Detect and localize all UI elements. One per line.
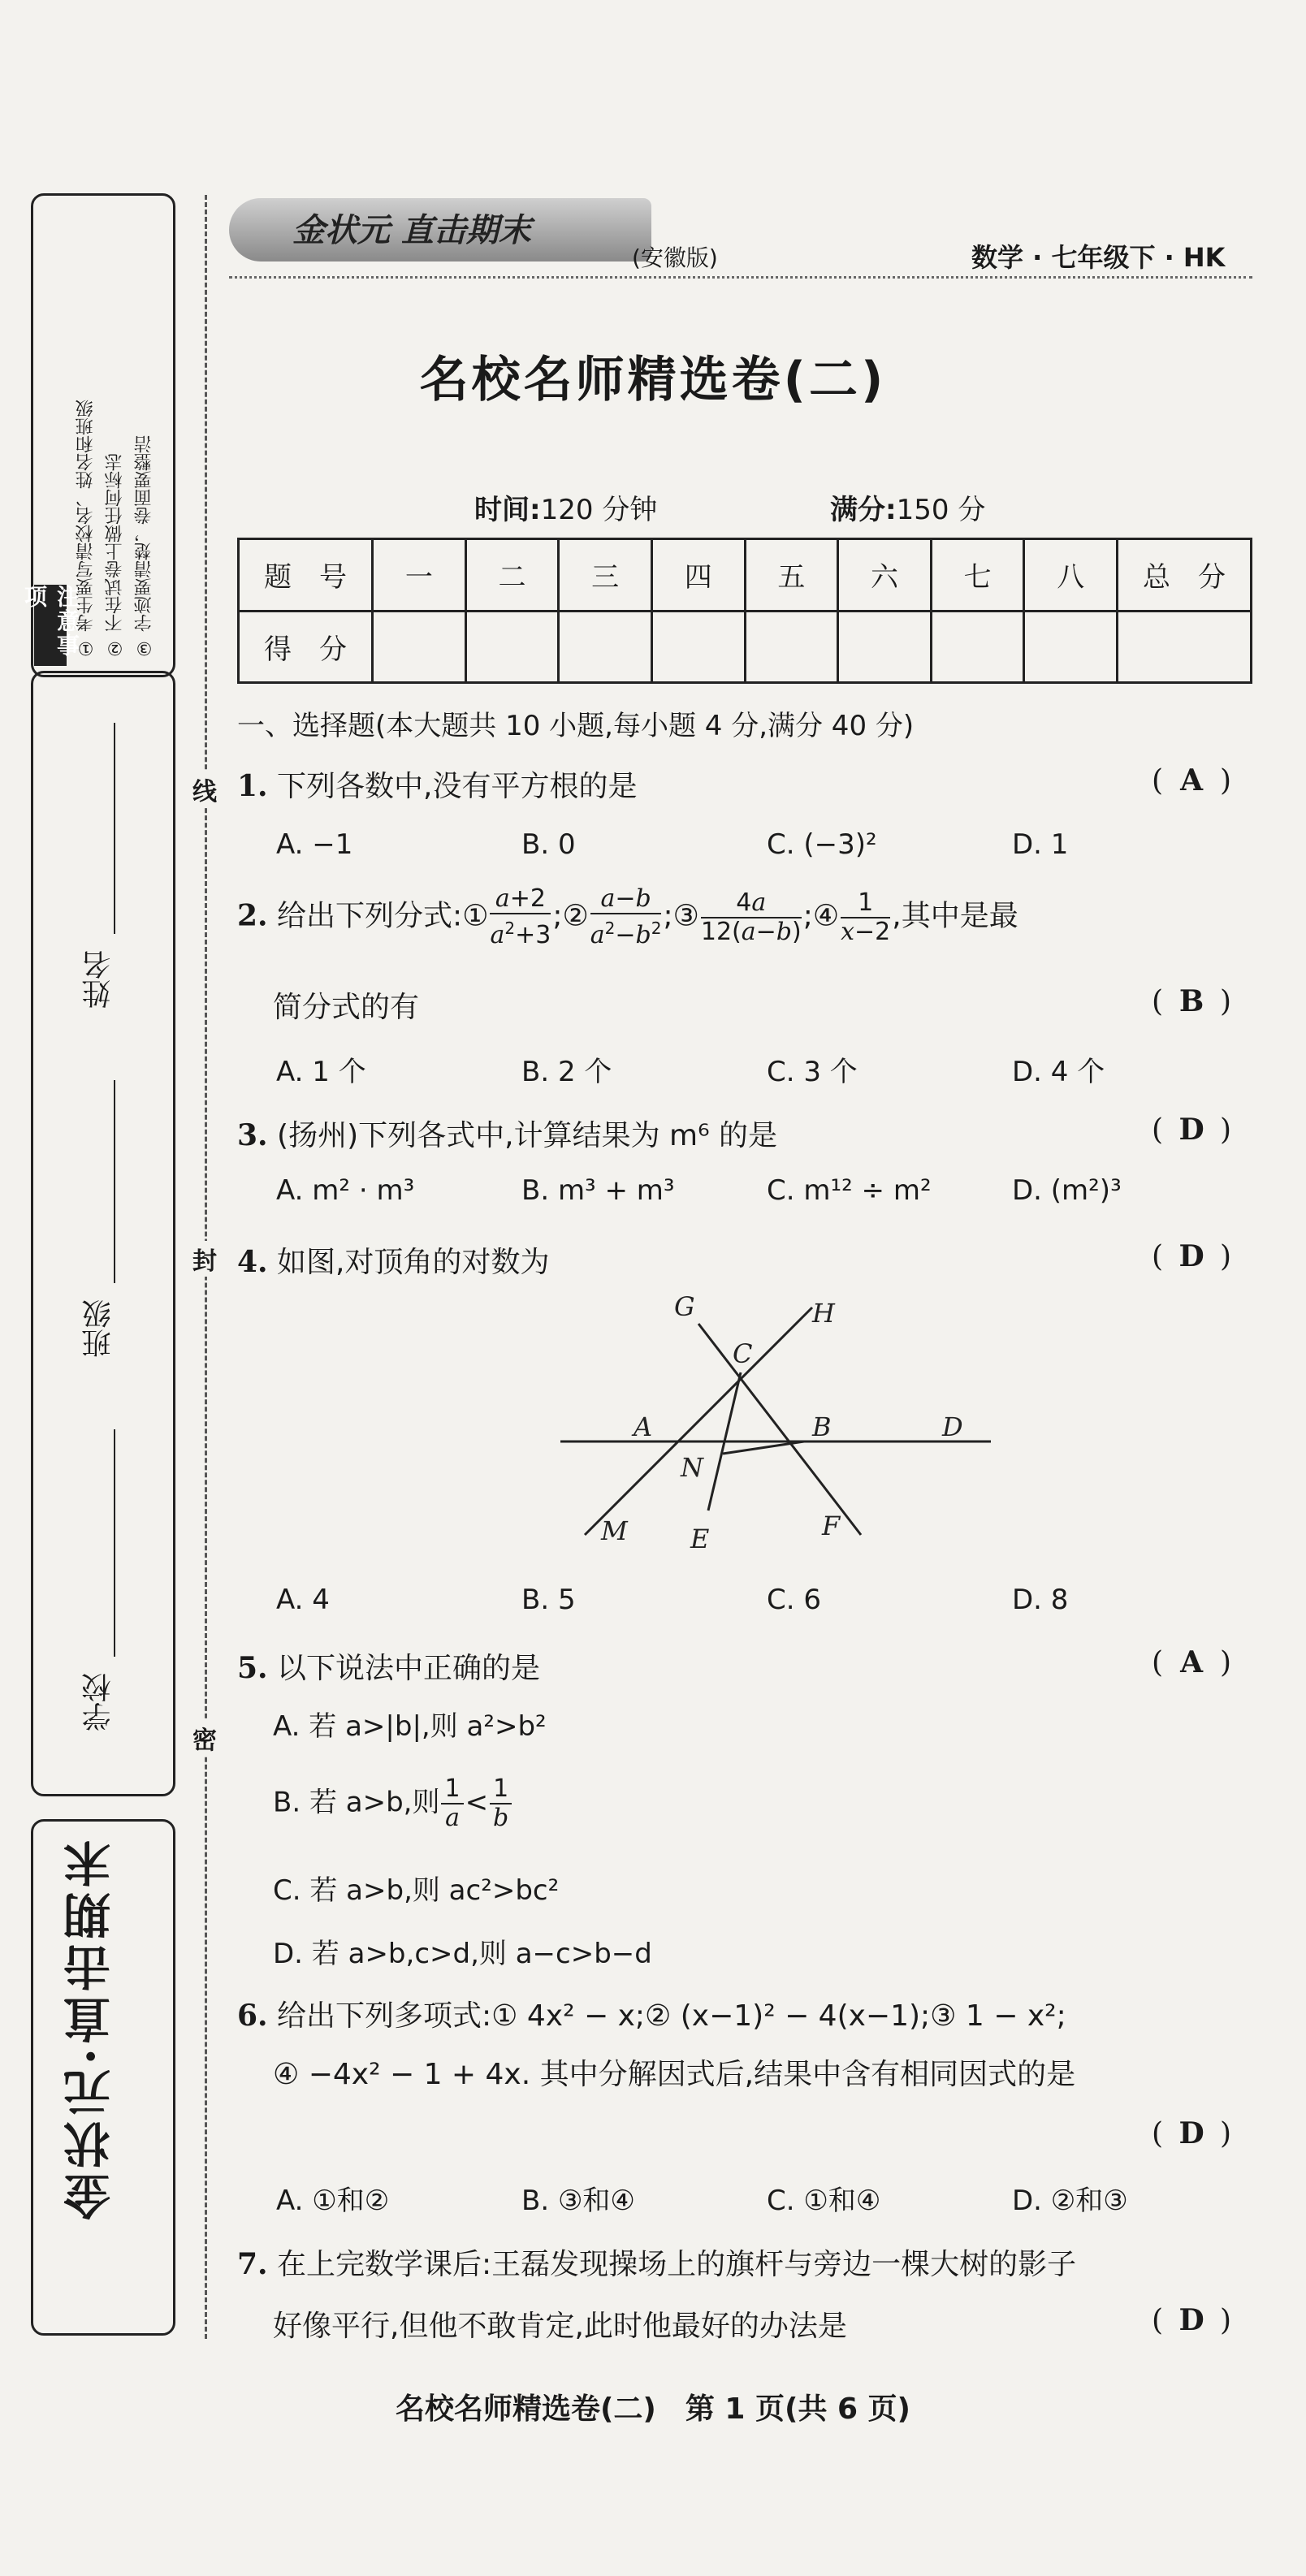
header-rule [229,276,1252,279]
question-text: 以下说法中正确的是 [277,1652,541,1685]
score-header-cell: 总 分 [1118,539,1252,612]
q1-option-b: B. 0 [521,828,576,861]
answer-letter: A [1180,763,1204,797]
question-number: 7. [237,2247,268,2281]
q1-option-c: C. (−3)² [767,828,877,861]
question-5 [237,1645,540,1687]
time-value: 120 分钟 [540,494,658,526]
time-label: 时间: [474,494,541,526]
score-header-cell: 二 [465,539,559,612]
score-table-header-row [239,539,1252,612]
fraction-4: $\frac{1}{x-2}$ [841,888,891,946]
question-1 [237,763,638,805]
answer-letter: D [1178,1113,1204,1147]
question-2-line2: 简分式的有 [273,991,420,1024]
notice-item: ③ 字迹要清楚，卷面要整洁 [134,435,154,658]
question-text: 下列各数中,没有平方根的是 [277,770,638,803]
score-cell[interactable] [931,611,1024,683]
q2-option-d: D. 4 个 [1012,1056,1105,1088]
score-header-cell: 题 号 [239,539,373,612]
q6-option-c: C. ①和④ [767,2185,881,2217]
figure-label: B [812,1411,832,1442]
score-header-cell: 八 [1024,539,1118,612]
question-text: 给出下列多项式:① 4x² − x;② (x−1)² − 4(x−1);③ 1 − x²; [277,1999,1066,2033]
question-number: 4. [237,1245,268,1279]
score-header-cell: 三 [559,539,652,612]
question-text: 给出下列分式: [277,899,463,933]
score-header-cell: 六 [838,539,932,612]
q4-geometry-figure [536,1291,991,1559]
q1-option-a: A. −1 [276,828,353,861]
figure-label: M [601,1515,628,1546]
notice-title: 注意事项 [34,585,67,666]
fraction-2: $\frac{a-b}{a^2-b^2}$ [590,884,662,949]
header-edition: (安徽版) [632,244,718,271]
question-number: 6. [237,1999,268,2033]
answer-letter: D [1178,1239,1204,1273]
time-info [474,487,657,527]
q5-option-a: A. 若 a>|b|,则 a²>b² [273,1710,547,1743]
answer-letter: A [1180,1645,1204,1679]
score-cell[interactable] [745,611,838,683]
figure-label: F [822,1511,841,1541]
figure-label: A [634,1411,653,1442]
question-3 [237,1113,777,1154]
score-cell[interactable] [838,611,932,683]
page-title: 名校名师精选卷(二) [419,352,887,408]
cut-label-secret: 密 [188,1720,221,1756]
score-header-cell: 五 [745,539,838,612]
score-table-score-row [239,611,1252,683]
q1-option-d: D. 1 [1012,828,1069,861]
name-field-line[interactable] [114,723,115,934]
q4-option-c: C. 6 [767,1584,821,1616]
question-2: 2. 给出下列分式:① $\frac{a+2}{a^2+3}$ ;② $\frac{a-b}{a^2-b^2}$ ;③ $\frac{4a}{12(a-b)}$ ;④ $\frac{1}{x-2}$ ,其中是最 [237,884,1018,949]
question-6 [237,1993,1066,2034]
score-cell[interactable] [1118,611,1252,683]
question-text: 在上完数学课后:王磊发现操场上的旗杆与旁边一棵大树的影子 [277,2248,1077,2281]
question-text-tail: ,其中是最 [892,899,1018,933]
class-field-label: 班级 [82,1299,115,1358]
q6-option-b: B. ③和④ [521,2185,635,2217]
school-field-label: 学校 [82,1673,115,1731]
header-subject: 数学 · 七年级下 · HK [971,242,1226,273]
segment-nb [723,1441,804,1454]
answer-1: ( A ) [1152,763,1232,797]
q3-option-c: C. m¹² ÷ m² [767,1174,932,1207]
q5-option-c: C. 若 a>b,则 ac²>bc² [273,1874,560,1907]
section-heading: 一、选择题(本大题共 10 小题,每小题 4 分,满分 40 分) [237,710,915,742]
line-gf [698,1324,861,1535]
answer-letter: D [1178,2303,1204,2337]
question-6-line2: ④ −4x² − 1 + 4x. 其中分解因式后,结果中含有相同因式的是 [273,2058,1076,2091]
class-field-line[interactable] [114,1080,115,1283]
q2-option-a: A. 1 个 [276,1056,366,1088]
brand-logo: 金状元·直击期末 [63,1835,119,2221]
name-field-label: 姓名 [82,950,115,1009]
page-footer: 名校名师精选卷(二) 第 1 页(共 6 页) [395,2392,911,2426]
question-7-line2: 好像平行,但他不敢肯定,此时他最好的办法是 [273,2310,847,2343]
score-row-label: 得 分 [239,611,373,683]
q5-option-b: B. 若 a>b,则 $\frac{1}{a}$ < $\frac{1}{b}$ [273,1775,513,1832]
score-cell[interactable] [1024,611,1118,683]
q3-option-a: A. m² · m³ [276,1174,415,1207]
answer-4: ( D ) [1152,1239,1232,1273]
figure-label: H [812,1298,835,1329]
q2-option-c: C. 3 个 [767,1056,858,1088]
header-logo: 金状元 直击期末 [292,211,531,249]
score-header-cell: 四 [651,539,745,612]
question-text: 如图,对顶角的对数为 [277,1246,550,1279]
answer-6: ( D ) [1152,2116,1232,2150]
notice-item: ② 不在试卷上做任何标志 [105,453,125,658]
score-cell[interactable] [559,611,652,683]
answer-letter: D [1178,2116,1204,2150]
answer-3: ( D ) [1152,1113,1232,1147]
figure-label: G [674,1291,695,1322]
score-cell[interactable] [651,611,745,683]
fraction-1-over-a: $\frac{1}{a}$ [441,1775,463,1832]
answer-letter: B [1178,984,1204,1018]
question-number: 1. [237,769,268,803]
cut-label-seal: 封 [188,1241,221,1277]
figure-label: E [690,1524,710,1554]
score-header-cell: 七 [931,539,1024,612]
fraction-1: $\frac{a+2}{a^2+3}$ [490,884,551,949]
question-number: 3. [237,1118,268,1152]
line-mh [585,1307,812,1535]
notice-item: ① 考生要写清校名、姓名和班级 [76,400,96,658]
question-number: 5. [237,1651,268,1685]
score-label: 满分: [830,494,897,526]
q4-option-a: A. 4 [276,1584,330,1616]
fraction-1-over-b: $\frac{1}{b}$ [490,1775,512,1832]
school-field-line[interactable] [114,1429,115,1657]
q5-option-d: D. 若 a>b,c>d,则 a−c>b−d [273,1938,652,1970]
q4-option-b: B. 5 [521,1584,576,1616]
q2-option-b: B. 2 个 [521,1056,612,1088]
q5-option-b-text: B. 若 a>b,则 [273,1786,440,1819]
q3-option-d: D. (m²)³ [1012,1174,1122,1207]
figure-label: C [733,1338,753,1369]
question-4 [237,1239,550,1281]
question-7 [237,2241,1076,2283]
score-value: 150 分 [896,494,986,526]
score-cell[interactable] [373,611,466,683]
question-text: (扬州)下列各式中,计算结果为 m⁶ 的是 [277,1119,777,1152]
fraction-3: $\frac{4a}{12(a-b)}$ [700,888,802,946]
figure-label: N [681,1452,703,1483]
score-info [830,487,985,527]
figure-label: D [942,1411,963,1442]
q6-option-d: D. ②和③ [1012,2185,1128,2217]
score-table [237,538,1252,684]
cut-label-line: 线 [188,772,221,807]
answer-7: ( D ) [1152,2303,1232,2337]
q4-option-d: D. 8 [1012,1584,1069,1616]
score-cell[interactable] [465,611,559,683]
score-header-cell: 一 [373,539,466,612]
answer-5: ( A ) [1152,1645,1232,1679]
question-number: 2. [237,898,268,933]
notice-items [71,203,161,658]
student-info-box [31,671,175,1796]
q6-option-a: A. ①和② [276,2185,390,2217]
answer-2: ( B ) [1152,984,1232,1018]
q3-option-b: B. m³ + m³ [521,1174,675,1207]
